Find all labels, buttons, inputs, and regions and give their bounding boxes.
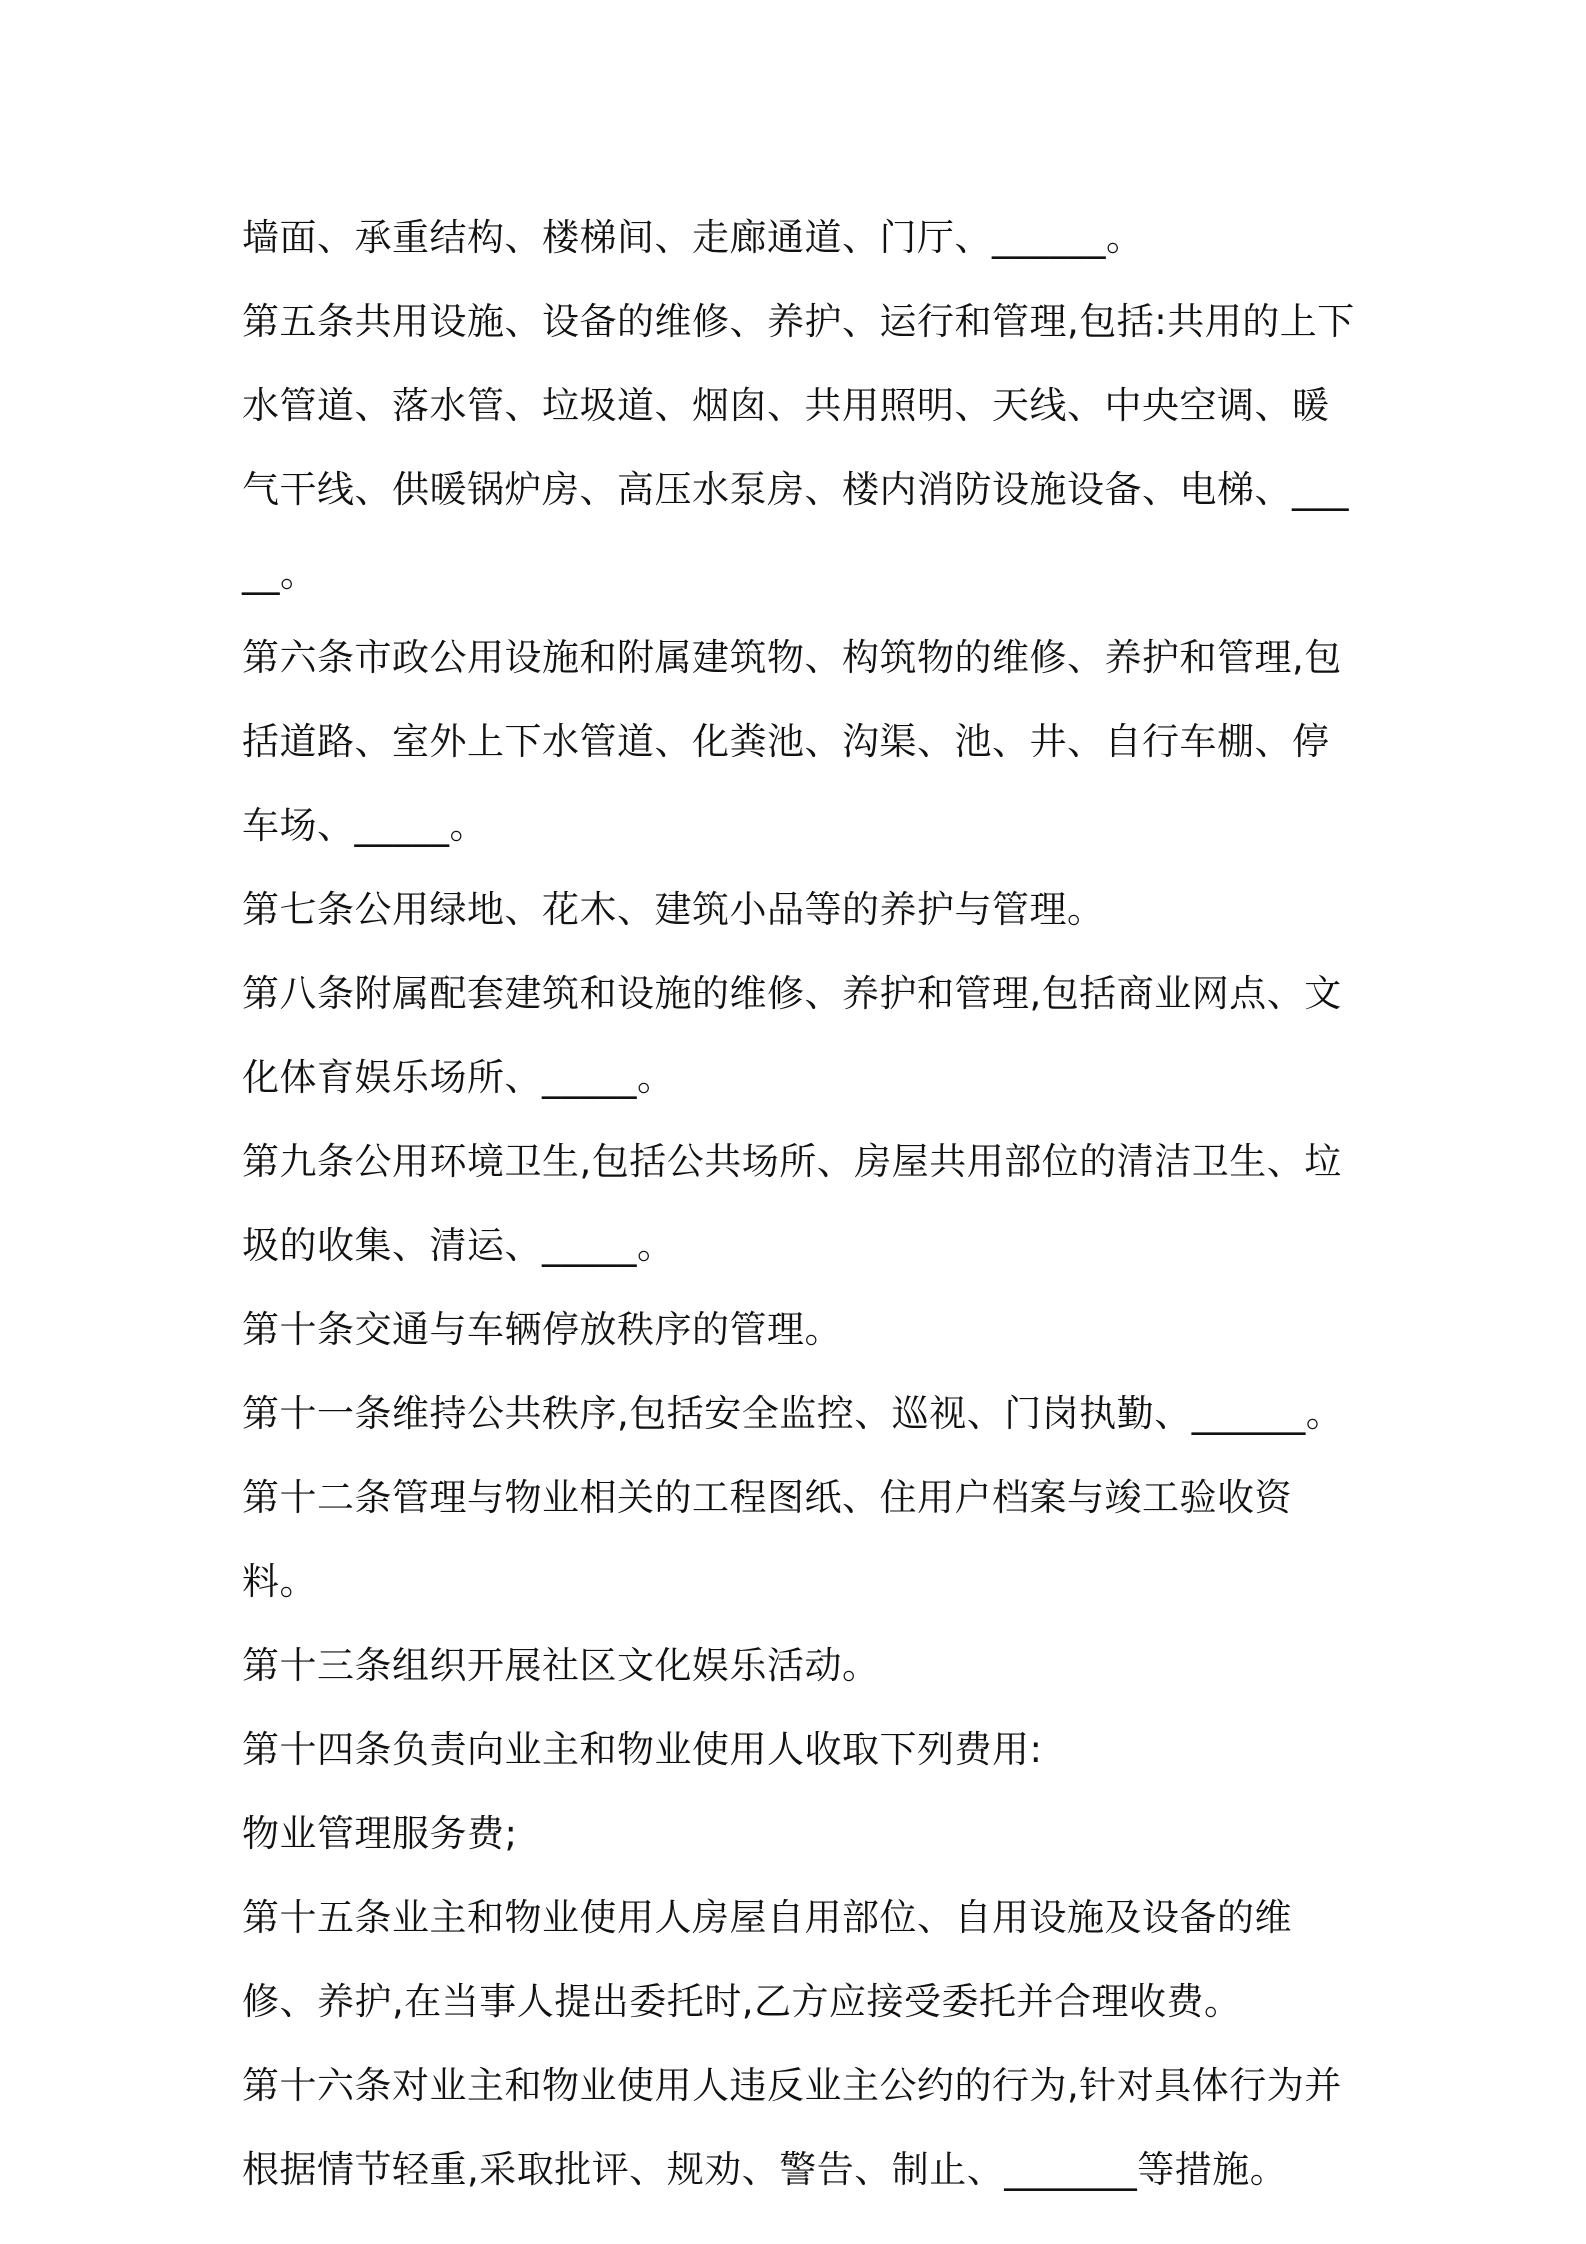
paragraph-article-8: 第八条附属配套建筑和设施的维修、养护和管理,包括商业网点、文化体育娱乐场所、_____。 [242, 972, 1342, 1099]
paragraph-article-5: 第五条共用设施、设备的维修、养护、运行和管理,包括:共用的上下水管道、落水管、垃圾道、烟囱、共用照明、天线、中央空调、暖气干线、供暖锅炉房、高压水泵房、楼内消防设施设备、电梯、_____。 [242, 300, 1355, 595]
document-body [242, 196, 1362, 2212]
paragraph-article-13: 第十三条组织开展社区文化娱乐活动。 [242, 1644, 880, 1687]
paragraph-article-16: 第十六条对业主和物业使用人违反业主公约的行为,针对具体行为并根据情节轻重,采取批评、规劝、警告、制止、_______等措施。 [242, 2064, 1342, 2191]
paragraph-article-11: 第十一条维持公共秩序,包括安全监控、巡视、门岗执勤、______。 [242, 1392, 1344, 1435]
paragraph-article-10: 第十条交通与车辆停放秩序的管理。 [242, 1308, 842, 1351]
paragraph-article-9: 第九条公用环境卫生,包括公共场所、房屋共用部位的清洁卫生、垃圾的收集、清运、_____。 [242, 1140, 1342, 1267]
paragraph-article-14: 第十四条负责向业主和物业使用人收取下列费用: [242, 1728, 1043, 1771]
paragraph-fee-item: 物业管理服务费; [242, 1812, 518, 1855]
paragraph-article-7: 第七条公用绿地、花木、建筑小品等的养护与管理。 [242, 888, 1105, 931]
paragraph-article-15: 第十五条业主和物业使用人房屋自用部位、自用设施及设备的维修、养护,在当事人提出委托时,乙方应接受委托并合理收费。 [242, 1896, 1292, 2023]
paragraph-article-6: 第六条市政公用设施和附属建筑物、构筑物的维修、养护和管理,包括道路、室外上下水管道、化粪池、沟渠、池、井、自行车棚、停车场、_____。 [242, 636, 1342, 847]
paragraph-1: 墙面、承重结构、楼梯间、走廊通道、门厅、______。 [242, 216, 1144, 259]
paragraph-article-12: 第十二条管理与物业相关的工程图纸、住用户档案与竣工验收资料。 [242, 1476, 1292, 1603]
